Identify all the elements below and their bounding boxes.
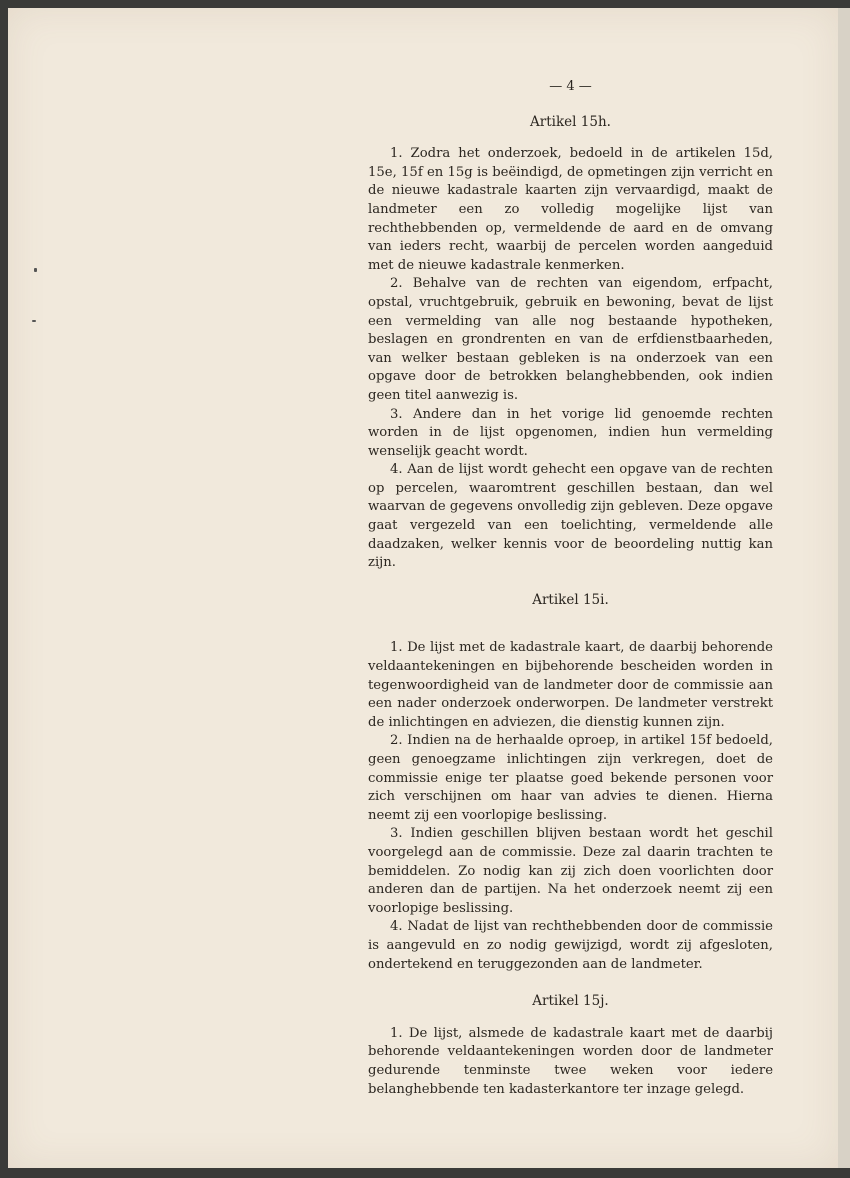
page-number: — 4 —: [549, 79, 592, 94]
paragraph: 2. Behalve van de rechten van eigendom, erfpacht, opstal, vruchtgebruik, gebruik en bewoning, bevat de lijst een vermelding van alle nog bestaande hypotheken, beslagen en grondrenten en van de erfdienstbaarheden, van welker bestaan gebleken is na onderzoek van een opgave door de betrokken belanghebbenden, ook indien geen titel aanwezig is.: [368, 276, 773, 403]
article-heading: Artikel 15j.: [532, 993, 609, 1010]
page-edge: [838, 8, 850, 1168]
paragraph: 1. Zodra het onderzoek, bedoeld in de artikelen 15d, 15e, 15f en 15g is beëindigd, de opmetingen zijn verricht en de nieuwe kadastrale kaarten zijn vervaardigd, maakt de landmeter een zo volledig mogelijke lijst van rechthebbenden op, vermeldende de aard en de omvang van ieders recht, waarbij de percelen worden aangeduid met de nieuwe kadastrale kenmerken.: [368, 146, 773, 273]
article-heading: Artikel 15h.: [530, 113, 611, 130]
paragraph: 4. Aan de lijst wordt gehecht een opgave van de rechten op percelen, waaromtrent geschillen bestaan, dan wel waarvan de gegevens onvolledig zijn gebleven. Deze opgave gaat vergezeld van een toelichting, vermeldende alle daadzaken, welker kennis voor de beoordeling nuttig kan zijn.: [368, 462, 773, 571]
paragraph: 2. Indien na de herhaalde oproep, in artikel 15f bedoeld, geen genoegzame inlichtingen zijn verkregen, doet de commissie enige ter plaatse goed bekende personen voor zich verschijnen om haar van advies te dienen. Hierna neemt zij een voorlopige beslissing.: [368, 733, 773, 823]
paragraph: 3. Indien geschillen blijven bestaan wordt het geschil voorgelegd aan de commissie. Deze zal daarin trachten te bemiddelen. Zo nodig kan zij zich doen voorlichten door anderen dan de partijen. Na het onderzoek neemt zij een voorlopige beslissing.: [368, 826, 773, 916]
paragraph: 3. Andere dan in het vorige lid genoemde rechten worden in de lijst opgenomen, indien hun vermelding wenselijk geacht wordt.: [368, 406, 773, 459]
paragraph: 1. De lijst, alsmede de kadastrale kaart met de daarbij behorende veldaantekeningen worden door de landmeter gedurende tenminste twee weken voor iedere belanghebbende ten kadasterkantore ter inzage gelegd.: [368, 1025, 773, 1097]
article-heading: Artikel 15i.: [532, 591, 609, 608]
text-column: [368, 78, 773, 1099]
margin-speck: [32, 320, 36, 322]
paragraph: 1. De lijst met de kadastrale kaart, de daarbij behorende veldaantekeningen en bijbehorende bescheiden worden in tegenwoordigheid van de landmeter door de commissie aan een nader onderzoek onderworpen. De landmeter verstrekt de inlichtingen en adviezen, die dienstig kunnen zijn.: [368, 640, 773, 730]
margin-speck: [34, 268, 37, 272]
paragraph: 4. Nadat de lijst van rechthebbenden door de commissie is aangevuld en zo nodig gewijzigd, wordt zij afgesloten, ondertekend en teruggezonden aan de landmeter.: [368, 919, 773, 972]
